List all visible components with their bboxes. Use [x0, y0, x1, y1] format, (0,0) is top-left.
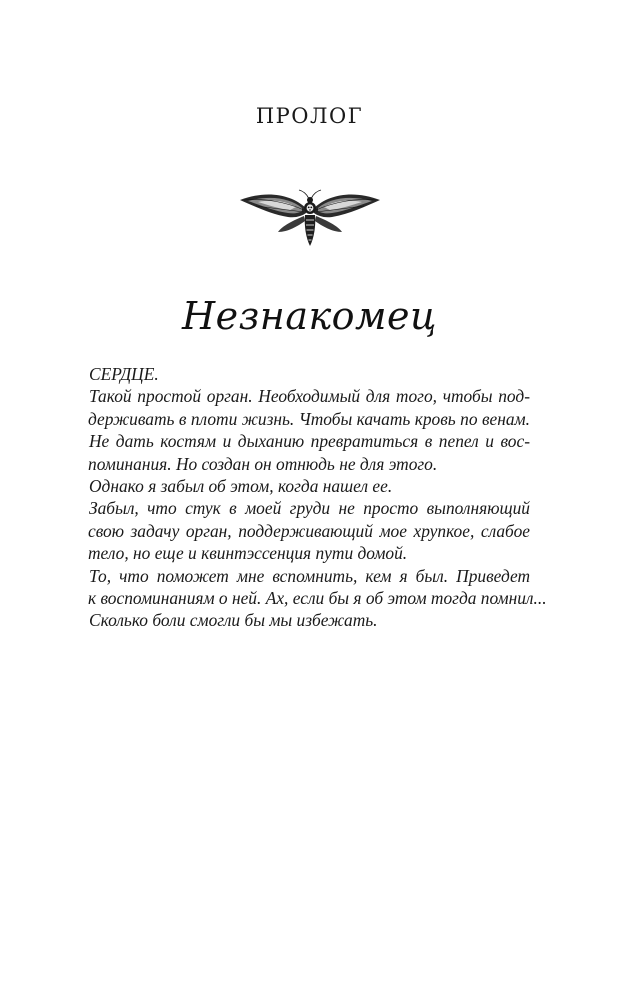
paragraph-line: тело, но еще и квинтэссенция пути домой. [88, 543, 408, 564]
paragraph-line: Однако я забыл об этом, когда нашел ее. [89, 476, 393, 497]
paragraph-line: свою задачу орган, поддерживающий мое хрупкое, слабое [88, 520, 530, 541]
paragraph-line: СЕРДЦЕ. [89, 364, 159, 384]
prologue-heading: ПРОЛОГ [255, 104, 364, 128]
paragraph-line: Такой простой орган. Необходимый для того, чтобы под- [89, 386, 530, 407]
paragraph-line: держивать в плоти жизнь. Чтобы качать кровь по венам. [88, 408, 530, 429]
paragraph-line: То, что поможет мне вспомнить, кем я был. Приведет [89, 565, 530, 586]
prologue-body [88, 363, 547, 632]
paragraph-line: к воспоминаниям о ней. Ах, если бы я об этом тогда помнил... [88, 588, 547, 609]
paragraph-line: Сколько боли смогли бы мы избежать. [89, 610, 378, 631]
paragraph-line: поминания. Но создан он отнюдь не для этого. [88, 453, 438, 474]
paragraph-line: Забыл, что стук в моей груди не просто выполняющий [89, 498, 530, 519]
paragraph-line: Не дать костям и дыханию превратиться в пепел и вос- [89, 431, 530, 452]
chapter-title: Незнакомец [181, 294, 438, 338]
death-head-moth-icon [236, 186, 384, 250]
